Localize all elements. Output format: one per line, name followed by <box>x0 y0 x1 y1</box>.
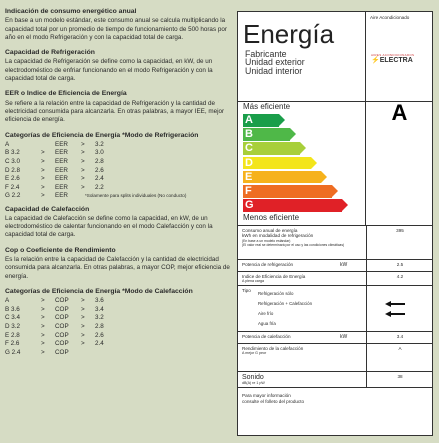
potencia-refr-label: Potencia de refrigeración <box>242 262 294 267</box>
category-cell: COP <box>55 322 69 330</box>
category-cell: 2.6 <box>95 331 104 339</box>
consumo-l1: Consumo anual de energía <box>242 228 298 233</box>
category-cell: E 2.8 <box>5 331 20 339</box>
category-cell: D 2.8 <box>5 166 21 174</box>
section-title: Categorías de Eficiencia de Energía *Modo de Calefacción <box>5 287 193 295</box>
cop-category-table <box>5 297 104 357</box>
rendimiento-title: Rendimiento de la calefacción <box>242 346 304 351</box>
label-header <box>238 12 366 102</box>
category-cell: > <box>81 183 85 191</box>
consumo-l3: (En base a un modelo estándar) <box>242 238 291 243</box>
indice-value: 4.2 <box>366 272 433 285</box>
category-row <box>5 323 104 332</box>
consumo-value: 395 <box>366 226 433 259</box>
tipo-row <box>238 286 433 332</box>
brand-text: ELECTRA <box>379 57 413 64</box>
tipo-value-cell <box>366 286 433 331</box>
category-cell: COP <box>55 348 69 356</box>
category-cell: G 2.4 <box>5 348 21 356</box>
eer-category-table <box>5 141 104 201</box>
section-text: En base a un modelo estándar, este consumo anual se calcula multiplicando la capacidad total por un promedio de tiempo de funcionamiento de 500 horas por año en el modo Refrigeración y con la capacidad total de carga. <box>5 17 227 41</box>
category-row <box>5 167 104 176</box>
subtitle-line: Fabricante <box>245 49 287 59</box>
category-cell: A <box>5 140 10 148</box>
energy-class-bar-e <box>243 171 321 184</box>
consumo-label <box>242 228 344 247</box>
energy-class-bar-f <box>243 185 332 198</box>
rendimiento-value: A <box>366 344 433 371</box>
category-row <box>5 349 104 358</box>
potencia-cal-value: 3.4 <box>366 332 433 343</box>
section-title: Categorías de Eficiencia de Energía *Modo de Refrigeración <box>5 131 199 139</box>
rendimiento-sub: A mejor G peor <box>242 351 267 356</box>
section-text: Es la relación entre la capacidad de Calefacción y la cantidad de electricidad consumida para alcanzarla. En otras palabras, a mayor COP, mejor eficiencia de energía. <box>5 256 230 280</box>
category-row <box>5 306 104 315</box>
indice-row <box>238 272 433 286</box>
energy-class-letter: G <box>245 199 254 212</box>
category-cell: > <box>81 331 85 339</box>
category-cell: 3.4 <box>95 305 104 313</box>
category-cell: EER <box>55 140 68 148</box>
section-title: EER o Indice de Eficiencia de Energía <box>5 90 127 98</box>
category-row <box>5 158 104 167</box>
category-cell: 2.8 <box>95 322 104 330</box>
category-cell: > <box>81 158 85 166</box>
tipo-label: Tipo <box>242 288 251 293</box>
category-cell: > <box>41 348 45 356</box>
subtitle-line: Unidad exterior <box>245 57 305 68</box>
category-cell: 3.6 <box>95 297 104 305</box>
category-cell: > <box>41 183 45 191</box>
category-cell: COP <box>55 331 69 339</box>
efficiency-scale <box>238 102 366 226</box>
rating-letter: A <box>391 100 408 125</box>
category-cell: EER <box>55 158 68 166</box>
potencia-refrigeracion-row <box>238 260 433 272</box>
potencia-calefaccion-row <box>238 332 433 344</box>
category-row <box>5 332 104 341</box>
consumo-l2: kWh en modalidad de refrigeración <box>242 233 314 239</box>
category-cell: > <box>41 322 45 330</box>
category-cell: > <box>81 166 85 174</box>
category-cell: > <box>41 175 45 183</box>
category-cell: > <box>81 322 85 330</box>
category-cell <box>41 141 55 150</box>
category-cell: > <box>81 175 85 183</box>
category-cell: > <box>81 305 85 313</box>
sonido-row <box>238 372 433 388</box>
category-cell: A <box>5 297 10 305</box>
section-eer <box>5 90 230 124</box>
section-cop <box>5 247 230 281</box>
energy-class-letter: E <box>245 170 253 183</box>
category-cell: > <box>41 149 45 157</box>
rendimiento-row <box>238 344 433 372</box>
category-cell: COP <box>55 340 69 348</box>
brand-top: AIRES ACONDICIONADOS <box>371 53 415 57</box>
category-cell: E 2.6 <box>5 175 20 183</box>
info-column <box>5 8 230 364</box>
category-cell: EER <box>55 175 68 183</box>
brand-box <box>366 12 433 102</box>
category-row <box>5 184 104 193</box>
section-categorias-calefaccion <box>5 288 230 357</box>
indice-label <box>242 274 305 285</box>
label-footer <box>242 393 304 404</box>
category-cell: 2.8 <box>95 158 104 166</box>
category-cell: > <box>81 140 85 148</box>
category-cell: D 3.2 <box>5 322 21 330</box>
brand-logo <box>371 52 429 66</box>
category-cell: F 2.4 <box>5 183 20 191</box>
category-row <box>5 149 104 158</box>
category-cell: > <box>81 297 85 305</box>
energy-label <box>237 11 433 436</box>
brand-mark-icon: ⚡ <box>371 57 380 64</box>
category-cell: > <box>41 314 45 322</box>
label-subtitle <box>245 50 305 75</box>
category-row <box>5 141 104 150</box>
category-cell: B 3.2 <box>5 149 20 157</box>
category-cell: B 3.6 <box>5 305 20 313</box>
footer-line: Para mayor información <box>242 393 291 398</box>
section-text: La capacidad de Calefacción se define como la capacidad, en kW, de un electrodoméstico de calentar funcionando en el modo Calefacción y con la capacidad total de carga. <box>5 214 213 239</box>
category-cell: EER <box>55 183 68 191</box>
section-capacidad-calefaccion <box>5 206 230 240</box>
section-title: Indicación de consumo energético anual <box>5 8 137 15</box>
tipo-item: Refrigeración sólo <box>258 291 294 296</box>
category-cell: > <box>41 305 45 313</box>
category-cell: 2.4 <box>95 340 104 348</box>
sonido-title: Sonido <box>242 374 264 381</box>
more-efficient-label: Más eficiente <box>243 102 291 111</box>
tipo-item: Refrigeración + Calefacción <box>258 301 313 306</box>
rendimiento-label <box>242 346 303 357</box>
rating-box <box>366 102 433 226</box>
tipo-item: Aire frío <box>258 311 274 316</box>
energy-class-letter: A <box>245 114 253 126</box>
category-cell: C 3.0 <box>5 158 21 166</box>
category-row <box>5 314 104 323</box>
category-cell: > <box>81 340 85 348</box>
section-title: Capacidad de Calefacción <box>5 205 90 213</box>
category-cell: EER <box>55 166 68 174</box>
category-cell: > <box>81 314 85 322</box>
category-cell: 3.0 <box>95 149 104 157</box>
potencia-refr-value: 2.5 <box>366 260 433 271</box>
indice-sub: A plena carga <box>242 279 264 284</box>
potencia-cal-label: Potencia de calefacción <box>242 334 291 339</box>
brand-name <box>371 58 429 64</box>
category-cell: > <box>81 149 85 157</box>
section-title: Cop o Coeficiente de Rendimiento <box>5 246 116 254</box>
energy-class-letter: C <box>245 142 253 155</box>
category-cell <box>81 349 95 358</box>
category-cell: C 3.4 <box>5 314 21 322</box>
product-type: Aire Acondicionado <box>370 15 410 20</box>
label-title: Energía <box>243 19 335 49</box>
section-text: La capacidad de Refrigeración se define como la capacidad, en kW, de un electrodoméstico de enfriar funcionando en el modo Refrigeración y con la capacidad total de carga. <box>5 58 213 83</box>
category-row <box>5 175 104 184</box>
category-cell <box>95 349 104 358</box>
tipo-list <box>258 289 312 329</box>
potencia-refr-unit: kW <box>340 262 348 268</box>
category-cell: EER <box>55 192 68 200</box>
energy-class-bar-c <box>243 142 300 155</box>
category-cell: > <box>41 158 45 166</box>
consumo-l4: (El valor real se determinará por el uso y las condiciones climáticas) <box>242 242 345 247</box>
category-cell: 3.2 <box>95 140 104 148</box>
sonido-sub: dB(A) re 1 pW <box>242 381 265 385</box>
section-categorias-refrigeracion <box>5 132 230 199</box>
energy-class-letter: B <box>245 128 253 141</box>
category-row <box>5 340 104 349</box>
section-capacidad-refrigeracion <box>5 49 230 83</box>
section-consumo <box>5 8 230 42</box>
category-cell: 3.2 <box>95 314 104 322</box>
consumo-row <box>238 226 433 260</box>
energy-class-bar-d <box>243 157 311 170</box>
category-cell: 2.6 <box>95 166 104 174</box>
category-cell: F 2.6 <box>5 340 20 348</box>
section-text: Se refiere a la relación entre la capacidad de Refrigeración y la cantidad de electricidad consumida para alcanzarla. En otras palabras, a mayor IEE, mejor eficiencia de energía. <box>5 99 225 124</box>
tipo-item: Agua fría <box>258 321 276 326</box>
category-row <box>5 297 104 306</box>
category-cell: 2.2 <box>95 183 104 191</box>
category-cell: > <box>41 331 45 339</box>
sonido-value: 38 <box>366 372 433 387</box>
less-efficient-label: Menos eficiente <box>243 213 300 222</box>
energy-class-bar-b <box>243 128 290 141</box>
category-cell: > <box>41 192 45 200</box>
category-cell: G 2.2 <box>5 192 21 200</box>
energy-class-letter: D <box>245 156 253 169</box>
split-note: *Solamente para splits individuales (No conducto) <box>85 193 187 199</box>
sonido-label <box>242 374 265 386</box>
category-cell: COP <box>55 305 69 313</box>
category-cell: > <box>41 166 45 174</box>
category-cell: EER <box>55 149 68 157</box>
category-cell: COP <box>55 314 69 322</box>
energy-class-bar-g <box>243 199 342 212</box>
subtitle-line: Unidad interior <box>245 65 303 76</box>
category-cell: 2.4 <box>95 175 104 183</box>
footer-line: consulte el folleto del producto <box>242 398 305 404</box>
indice-title: Indice de Eficiencia de Energía <box>242 274 306 279</box>
category-cell: > <box>41 340 45 348</box>
category-cell: > <box>41 297 45 305</box>
section-title: Capacidad de Refrigeración <box>5 49 95 57</box>
energy-class-bar-a <box>243 114 279 127</box>
category-cell: COP <box>55 297 69 305</box>
energy-class-letter: F <box>245 185 252 197</box>
potencia-cal-unit: kW <box>340 334 348 340</box>
